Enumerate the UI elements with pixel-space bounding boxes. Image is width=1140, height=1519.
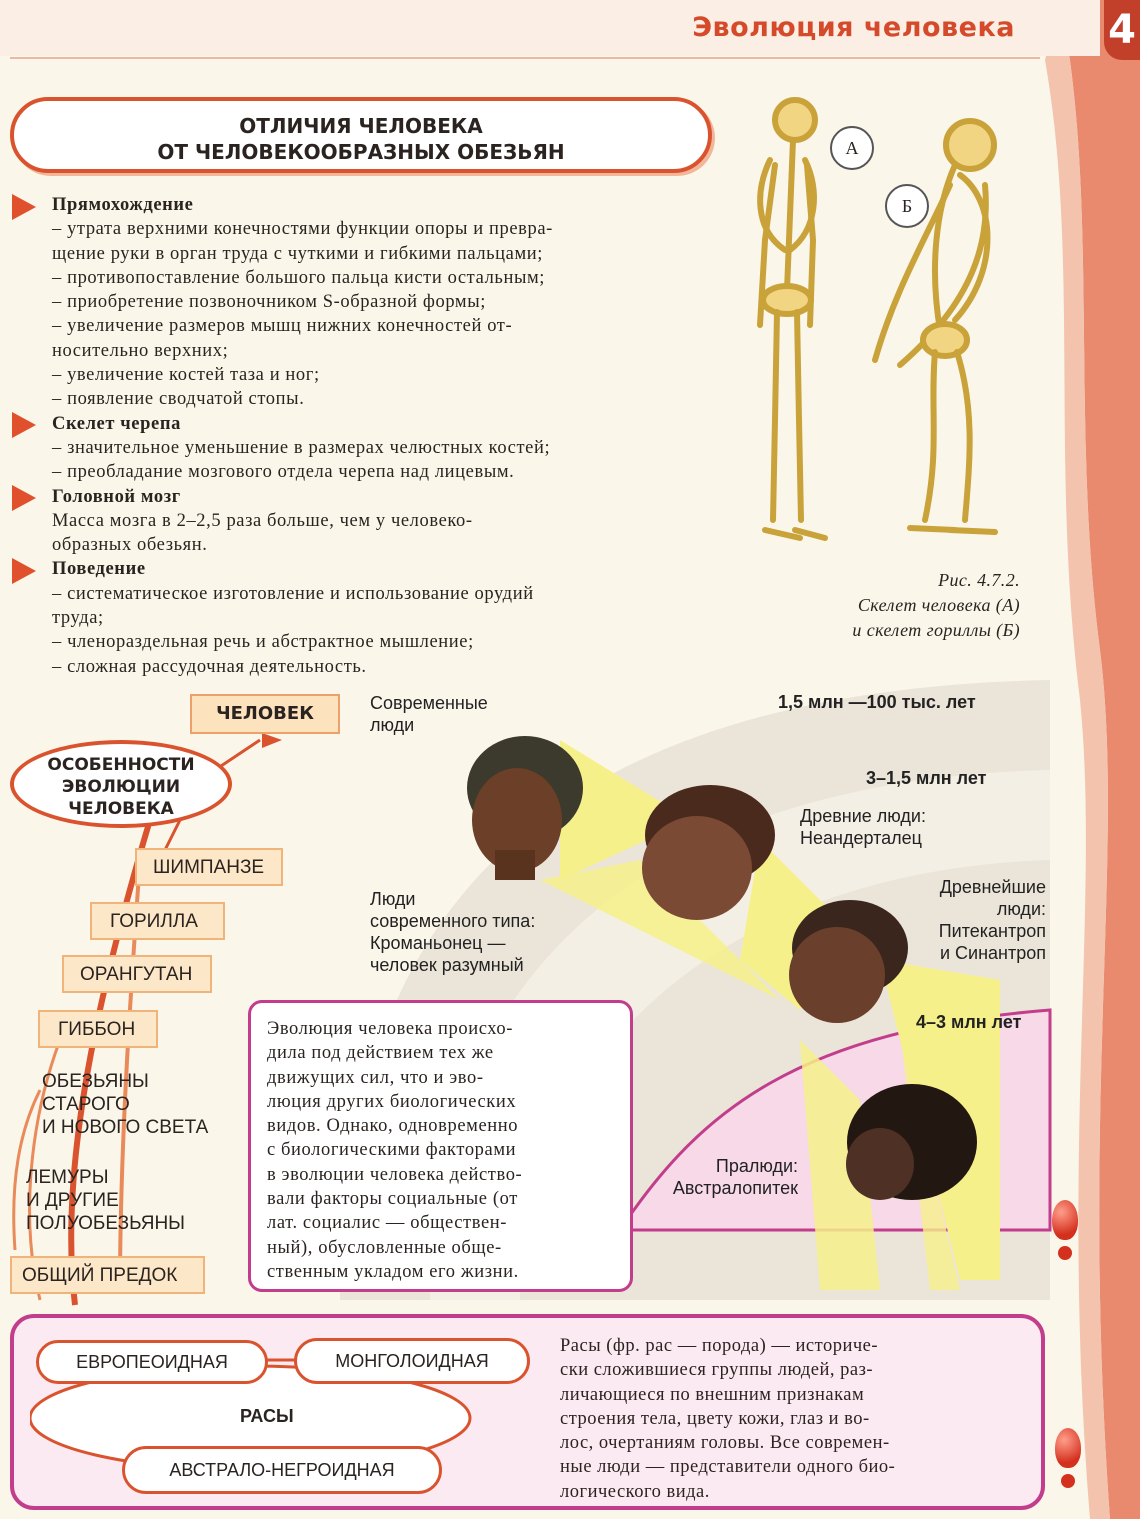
- social-factors-box: [248, 1000, 633, 1292]
- text-line: – приобретение позвоночником S-образной формы;: [52, 292, 486, 313]
- label-line: Люди: [370, 889, 416, 909]
- pithecanthropus-head-icon: [775, 893, 915, 1028]
- text-line: движущих сил, что и эво-: [267, 1067, 484, 1088]
- label-line: ОБЕЗЬЯНЫ: [42, 1071, 149, 1092]
- oval-line: ЭВОЛЮЦИИ: [61, 777, 181, 797]
- neanderthal-label: [800, 805, 926, 849]
- text-line: – увеличение костей таза и ног;: [52, 365, 320, 386]
- text-line: Масса мозга в 2–2,5 раза больше, чем у человеко-: [52, 510, 473, 531]
- text-line: – сложная рассудочная деятельность.: [52, 656, 367, 677]
- exclamation-icon: [1052, 1200, 1078, 1240]
- section-title-brain: Головной мозг: [52, 486, 181, 507]
- text-line: люция других биологических: [267, 1091, 517, 1112]
- text-line: строения тела, цвету кожи, глаз и во-: [560, 1408, 870, 1429]
- branch-chimpanzee: [135, 848, 283, 886]
- figure-label-b: Б: [885, 184, 929, 228]
- exclamation-dot-icon: [1061, 1474, 1075, 1488]
- text-line: – преобладание мозгового отдела черепа над лицевым.: [52, 462, 515, 483]
- label-line: И ДРУГИЕ: [26, 1190, 119, 1211]
- evolution-features-oval: [10, 740, 232, 828]
- label-line: И НОВОГО СВЕТА: [42, 1117, 209, 1138]
- text-line: лос, очертаниям головы. Все современ-: [560, 1433, 890, 1454]
- label-line: Современные: [370, 693, 488, 713]
- section-marker-icon: [12, 485, 36, 511]
- label-line: Древнейшие: [939, 877, 1046, 897]
- figure-caption: [852, 568, 1020, 643]
- label-line: Неандерталец: [800, 828, 922, 848]
- race-australo-negroid: АВСТРАЛО-НЕГРОИДНАЯ: [122, 1446, 442, 1494]
- text-line: вали факторы социальные (от: [267, 1189, 518, 1210]
- branch-label: ШИМПАНЗЕ: [153, 857, 265, 878]
- text-line: ные люди — представители одного био-: [560, 1457, 896, 1478]
- differences-heading-line2: ОТ ЧЕЛОВЕКООБРАЗНЫХ ОБЕЗЬЯН: [157, 140, 565, 164]
- label-line: человек разумный: [370, 955, 524, 975]
- branch-gorilla: [90, 902, 225, 940]
- common-ancestor-box: [10, 1256, 205, 1294]
- section-marker-icon: [12, 558, 36, 584]
- label-line: современного типа:: [370, 911, 536, 931]
- differences-heading: [10, 97, 712, 173]
- label-line: Древние люди:: [800, 806, 926, 826]
- oval-line: ОСОБЕННОСТИ: [47, 755, 195, 775]
- label-line: Пралюди:: [715, 1156, 798, 1176]
- branch-label: ГИББОН: [58, 1019, 136, 1040]
- branch-label: ОРАНГУТАН: [80, 964, 193, 985]
- pithecanthropus-label: [918, 876, 1046, 964]
- chapter-number: 4: [1104, 0, 1140, 60]
- text-line: – появление сводчатой стопы.: [52, 389, 305, 410]
- figure-caption-line: Скелет человека (А): [857, 595, 1020, 615]
- label-line: СТАРОГО: [42, 1094, 130, 1115]
- label-line: Кроманьонец —: [370, 933, 506, 953]
- label-line: люди: [370, 715, 415, 735]
- branch-old-new-world: [42, 1070, 208, 1139]
- text-line: – систематическое изготовление и использование орудий: [52, 583, 534, 604]
- human-box: ЧЕЛОВЕК: [190, 694, 340, 734]
- australopithecus-head-icon: [832, 1082, 982, 1222]
- exclamation-dot-icon: [1058, 1246, 1072, 1260]
- era-label-3: 4–3 млн лет: [916, 1012, 1022, 1032]
- text-line: – противопоставление большого пальца кисти остальным;: [52, 267, 546, 288]
- australopithecus-label: [648, 1155, 798, 1199]
- text-line: с биологическими факторами: [267, 1140, 517, 1161]
- branch-lemurs: [26, 1166, 185, 1235]
- label-line: Питекантроп: [938, 921, 1046, 941]
- text-line: – утрата верхними конечностями функции опоры и превра-: [52, 219, 553, 240]
- section-title-behavior: Поведение: [52, 559, 146, 580]
- label-line: Австралопитек: [672, 1178, 798, 1198]
- race-europeoid: ЕВРОПЕОИДНАЯ: [36, 1340, 268, 1384]
- races-definition: [560, 1334, 1030, 1504]
- label-line: ПОЛУОБЕЗЬЯНЫ: [26, 1213, 185, 1234]
- text-line: ственным укладом его жизни.: [267, 1261, 519, 1282]
- cro-magnon-label: [370, 888, 535, 976]
- branch-gibbon: [38, 1010, 158, 1048]
- text-line: – членораздельная речь и абстрактное мышление;: [52, 632, 474, 653]
- section-title-bipedalism: Прямохождение: [52, 195, 194, 215]
- text-line: дила под действием тех же: [267, 1043, 494, 1064]
- text-line: в эволюции человека действо-: [267, 1164, 523, 1185]
- text-line: логического вида.: [560, 1481, 710, 1502]
- section-marker-icon: [12, 194, 36, 220]
- text-line: Эволюция человека происхо-: [267, 1019, 514, 1039]
- text-line: ный), обусловленные обще-: [267, 1237, 502, 1258]
- text-line: Расы (фр. рас — порода) — историче-: [560, 1336, 879, 1356]
- text-line: носительно верхних;: [52, 340, 229, 361]
- label-line: люди:: [996, 899, 1046, 919]
- common-ancestor-label: ОБЩИЙ ПРЕДОК: [22, 1265, 178, 1286]
- text-line: образных обезьян.: [52, 535, 208, 556]
- text-line: щение руки в орган труда с чуткими и гибкими пальцами;: [52, 243, 544, 264]
- differences-heading-line1: ОТЛИЧИЯ ЧЕЛОВЕКА: [239, 114, 483, 138]
- branch-label: ГОРИЛЛА: [110, 911, 198, 932]
- figure-caption-number: Рис. 4.7.2.: [938, 570, 1020, 590]
- figure-label-a: А: [830, 126, 874, 170]
- race-mongoloid: МОНГОЛОИДНАЯ: [294, 1338, 530, 1384]
- label-line: и Синантроп: [939, 943, 1046, 963]
- text-line: – увеличение размеров мышц нижних конечностей от-: [52, 316, 513, 337]
- branch-orangutan: [62, 955, 212, 993]
- skeleton-illustration: [725, 90, 1055, 560]
- text-line: видов. Однако, одновременно: [267, 1116, 519, 1137]
- figure-caption-line: и скелет гориллы (Б): [852, 620, 1020, 640]
- section-title-skull: Скелет черепа: [52, 413, 181, 434]
- text-line: ски сложившиеся группы людей, раз-: [560, 1360, 874, 1381]
- era-label-1: 1,5 млн —100 тыс. лет: [778, 692, 976, 712]
- text-line: труда;: [52, 608, 104, 629]
- text-line: – значительное уменьшение в размерах челюстных костей;: [52, 437, 551, 458]
- races-center-label: РАСЫ: [240, 1406, 294, 1426]
- text-line: лат. социалис — обществен-: [267, 1213, 508, 1234]
- section-marker-icon: [12, 412, 36, 438]
- neanderthal-head-icon: [625, 780, 785, 930]
- label-line: ЛЕМУРЫ: [26, 1167, 109, 1188]
- exclamation-icon: [1055, 1428, 1081, 1468]
- page-header-title: Эволюция человека: [692, 12, 1015, 43]
- differences-text: [52, 193, 712, 679]
- oval-line: ЧЕЛОВЕКА: [68, 799, 174, 819]
- era-label-2: 3–1,5 млн лет: [866, 768, 987, 788]
- text-line: личающиеся по внешним признакам: [560, 1384, 865, 1405]
- cro-magnon-head-icon: [455, 730, 595, 880]
